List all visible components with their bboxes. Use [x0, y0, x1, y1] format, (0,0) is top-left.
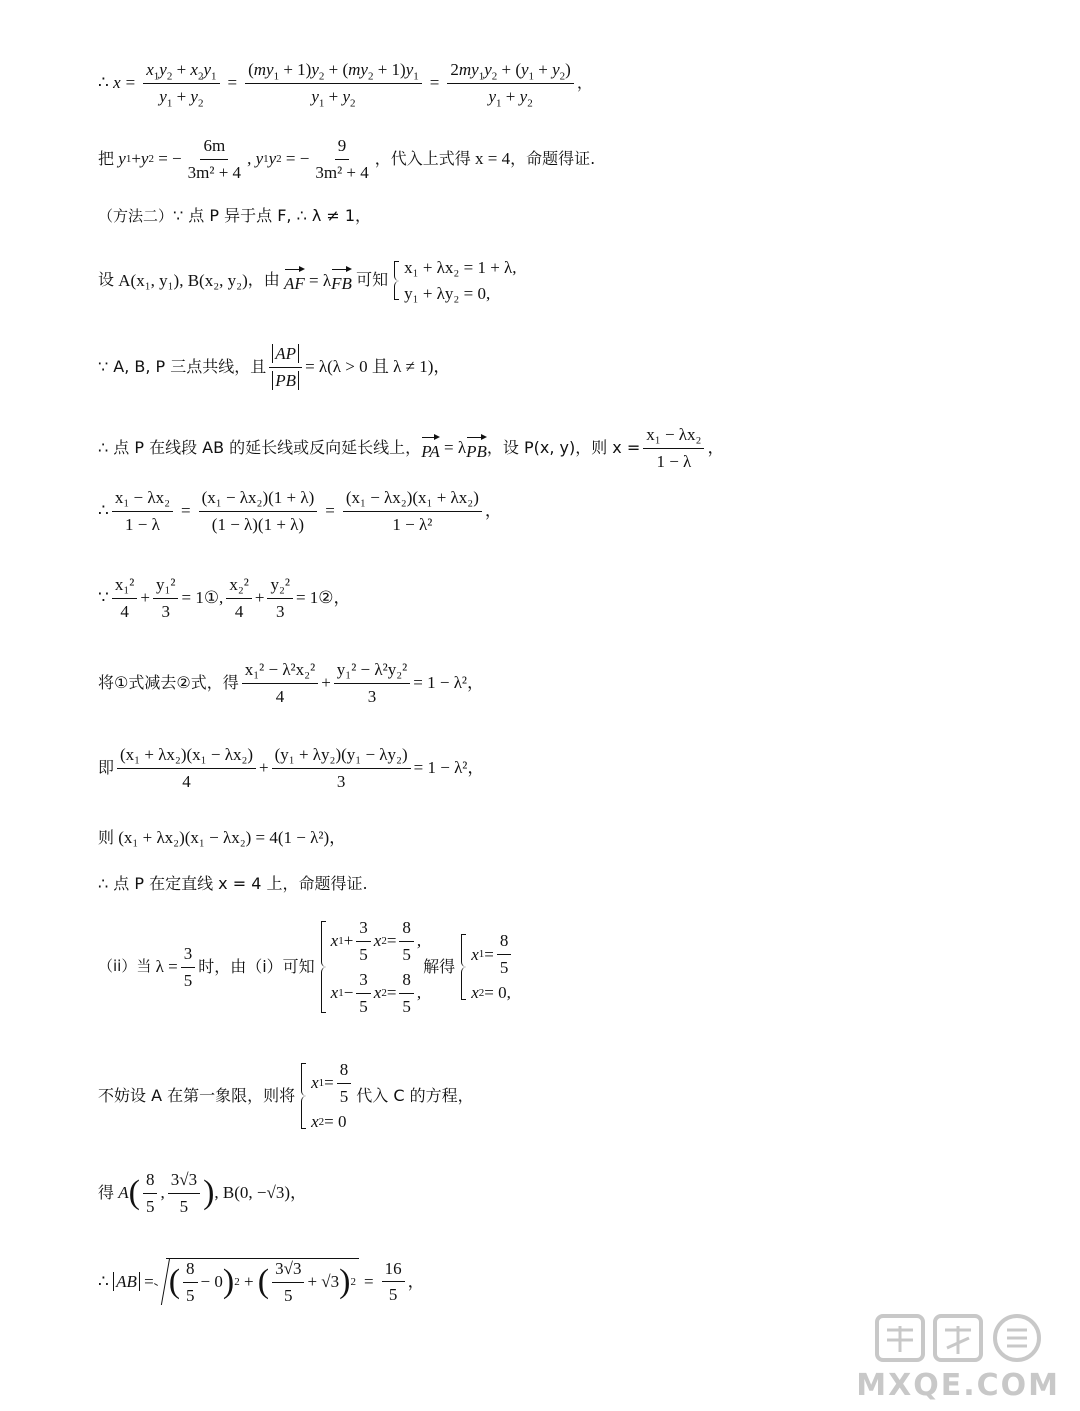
line-factor: 即 $\frac{\text{(x₁ + λx₂)(x₁ − λx₂)}}{4}$ + $\frac{\text{(y₁ + λy₂)(y₁ − λy₂)}}{3}$ = 1 − λ²， [98, 745, 485, 791]
line-first-quadrant: 不妨设 A 在第一象限，则将 x 1 = $\frac{8}{5}$ x 2 = 0 代入 C 的方程， [98, 1060, 474, 1132]
line-points: 得 A ( $\frac{8}{5}$ , $\frac{3√3}{5}$ ) , B(0, −√3)， [98, 1170, 307, 1216]
line-ab-length: ∴ AB = ( $\frac{8}{5}$ − 0 ) 2 + ( $\frac{3√3}{5}$ + √3 ) 2 = $\frac{16}{5}$ ， [98, 1258, 425, 1305]
equation-system: x₁ + λx₂ = 1 + λ, y₁ + λy₂ = 0, [390, 258, 516, 303]
watermark-logo-icon [873, 1308, 1043, 1368]
line-method-two: （方法二） ∵ 点 P 异于点 F, ∴ λ ≠ 1， [98, 206, 372, 225]
line-conclusion: ∴ 点 P 在定直线 x = 4 上，命题得证. [98, 874, 368, 893]
equation-system: x 1 + $\frac{3}{5}$ x 2 = $\frac{8}{5}$ , x 1 − $\frac{3}{5}$ x 2 = $\frac{8}{5}$ , [317, 918, 422, 1016]
line-collinear: ∵ A, B, P 三点共线，且 $\frac{AP}{PB}$ = λ(λ > 0 且 λ ≠ 1)， [98, 344, 451, 390]
equation-system: x 1 = $\frac{8}{5}$ x 2 = 0 [297, 1060, 354, 1132]
line-setup-vectors: 设 A(x₁, y₁), B(x₂, y₂) ，由 AF = λ FB 可知 x₁ + λx₂ = 1 + λ, y₁ + λy₂ = 0, [98, 258, 517, 303]
line-then: 则 (x₁ + λx₂)(x₁ − λx₂) = 4(1 − λ²)， [98, 827, 347, 847]
line-extension: ∴ 点 P 在线段 AB 的延长线或反向延长线上， PA = λ PB ，设 P(x, y)，则 x = $\frac{\text{x₁ − λx₂}}{1 - \lambda}$ ， [98, 425, 725, 471]
equation-system: x 1 = $\frac{8}{5}$ x 2 = 0, [457, 931, 514, 1003]
line-subtract: 将①式减去②式，得 $\frac{\text{x₁² − λ²x₂²}}{4}$ + $\frac{\text{y₁² − λ²y₂²}}{3}$ = 1 − λ²， [98, 660, 485, 706]
line-substitute: 把 y 1 + y 2 = − $\frac{6m}{\text{3m² + 4}}$ , y 1 y 2 = − $\frac{9}{\text{3m² + 4}}$ ，代入上式得 x = 4 ，命题得证. [98, 136, 596, 182]
watermark-site: MXQE.COM [856, 1368, 1060, 1403]
line-x-expression: ∴ x = $\frac{x_1y_2 + x_2y_1}{y_1 + y_2}$ = $\frac{(my_1 + 1)y_2 + (my_2 + 1)y_1}{y_1 + y_2}$ = $\frac{2my_1y_2 + (y_1 + y_2)}{y_1 + y_2}$ ， [98, 60, 593, 109]
line-ellipse-equations: ∵ $\frac{\text{x₁²}}{4}$ + $\frac{\text{y₁²}}{3}$ = 1①, $\frac{\text{x₂²}}{4}$ + $\frac{\text{y₂²}}{3}$ = 1②， [98, 575, 351, 621]
watermark [856, 1308, 1060, 1403]
line-rewrite-x: ∴ $\frac{\text{x₁ − λx₂}}{1 - \lambda}$ = $\frac{\text{(x₁ − λx₂)(1 + λ)}}{(1 - \lambda)(1 + \lambda)}$ = $\frac{\text{(x₁ − λx₂)(x₁ + λx₂)}}{\text{1 − λ²}}$ ， [98, 488, 502, 534]
line-part-ii: （ii）当 λ = $\frac{3}{5}$ 时，由（i）可知 x 1 + $\frac{3}{5}$ x 2 = $\frac{8}{5}$ , x 1 − $\frac{3}{5}$ x 2 = $\frac{8}{5}$ , 解得 x 1 = $\frac{8}{5}$ x 2 = 0, [98, 918, 516, 1016]
